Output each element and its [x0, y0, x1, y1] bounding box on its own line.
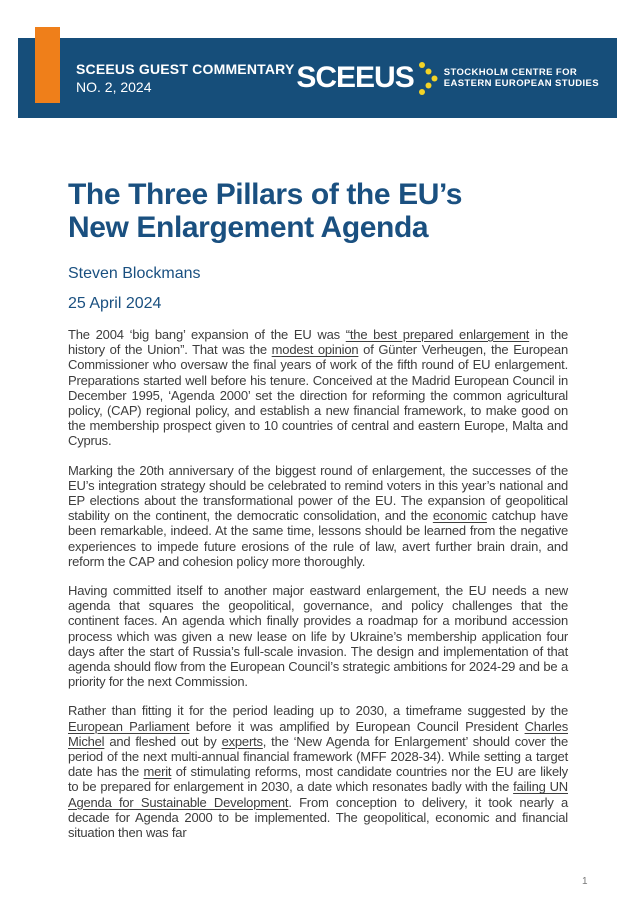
header-kicker-block: [76, 61, 295, 96]
inline-link[interactable]: “the best prepared enlargement: [345, 327, 530, 342]
inline-link[interactable]: European Parliament: [68, 718, 190, 734]
article-title: [68, 178, 588, 244]
body-paragraph: [68, 583, 568, 689]
text-run: in the history of the Union”. That was the: [68, 327, 568, 358]
issue-number: NO. 2, 2024: [76, 78, 152, 95]
logo-tagline: [444, 67, 599, 90]
inline-link[interactable]: merit: [143, 764, 172, 780]
body-paragraph: [68, 327, 568, 449]
series-title: SCEEUS GUEST COMMENTARY: [76, 60, 295, 77]
sceeus-logo: [296, 60, 599, 97]
inline-link[interactable]: Charles Michel: [68, 718, 568, 749]
text-run: Marking the 20th anniversary of the biggest round of enlargement, the successes of the EU’s integration strategy should be celebrated to remind voters in this year’s national and EP elections about the transformational power of the EU. The expansion of geopolitical stability on the continent, the democratic consolidation, and the: [68, 462, 568, 524]
text-run: catchup have been remarkable, indeed. At the same time, lessons should be learned from the negative experiences to impede future erosions of the rule of law, avert further brain drain, and reform the CAP and cohesion policy more thoroughly.: [68, 508, 568, 569]
inline-link[interactable]: failing UN Agenda for Sustainable Development: [68, 779, 568, 810]
text-run: of Günter Verheugen, the European Commissioner who oversaw the final years of work of the fifth round of EU enlargement. Preparations started well before his tenure. Conceived at the Madrid European Council in December 1995, ‘Agenda 2000’ set the direction for reforming the common agricultural policy, (CAP) regional policy, and establish a new financial framework, to make good on the membership prospect given to 10 countries of central and eastern Europe, Malta and Cyprus.: [68, 342, 568, 449]
inline-link[interactable]: experts: [221, 733, 263, 749]
text-run: . From conception to delivery, it took nearly a decade for Agenda 2000 to be implemented. The geopolitical, economic and financial situation then was far: [68, 794, 568, 841]
text-run: and fleshed out by: [104, 733, 222, 749]
body-paragraph: [68, 463, 568, 569]
page-number: 1: [582, 876, 588, 887]
text-run: before it was amplified by European Council President: [189, 718, 525, 734]
text-run: The 2004 ‘big bang’ expansion of the EU was: [68, 327, 346, 342]
text-run: of stimulating reforms, most candidate countries nor the EU are likely to be prepared for enlargement in 2030, a date which resonates badly with the: [68, 764, 568, 795]
text-run: Rather than fitting it for the period leading up to 2030, a timeframe suggested by the: [68, 703, 568, 719]
logo-tagline-line2: EASTERN EUROPEAN STUDIES: [443, 78, 599, 89]
inline-link[interactable]: modest opinion: [271, 342, 359, 358]
text-run: , the ‘New Agenda for Enlargement’ should cover the period of the next multi-annual financial framework (MFF 2028-34). While setting a target date has the: [68, 733, 568, 780]
article-title-line2: New Enlargement Agenda: [68, 211, 429, 244]
logo-tagline-line1: STOCKHOLM CENTRE FOR: [443, 66, 578, 78]
logo-wordmark: SCEEUS: [296, 61, 414, 94]
accent-bar: [35, 27, 60, 103]
logo-dots-arrow-icon: [418, 60, 438, 97]
article-body: [68, 327, 568, 854]
article-author: Steven Blockmans: [68, 265, 201, 282]
body-paragraph: [68, 703, 568, 840]
header-band: [18, 38, 617, 118]
text-run: Having committed itself to another major eastward enlargement, the EU needs a new agenda that squares the geopolitical, governance, and policy challenges that the continent faces. An agenda which finally provides a roadmap for a moribund accession process which was given a new lease on life by Ukraine’s membership application four days after the start of Russia’s full-scale invasion. The design and implementation of that agenda should flow from the European Council’s strategic ambitions for 2024-29 and be a priority for the next Commission.: [68, 583, 568, 690]
article-date: 25 April 2024: [68, 295, 162, 312]
article-title-line1: The Three Pillars of the EU’s: [68, 178, 463, 211]
inline-link[interactable]: economic: [432, 508, 487, 524]
